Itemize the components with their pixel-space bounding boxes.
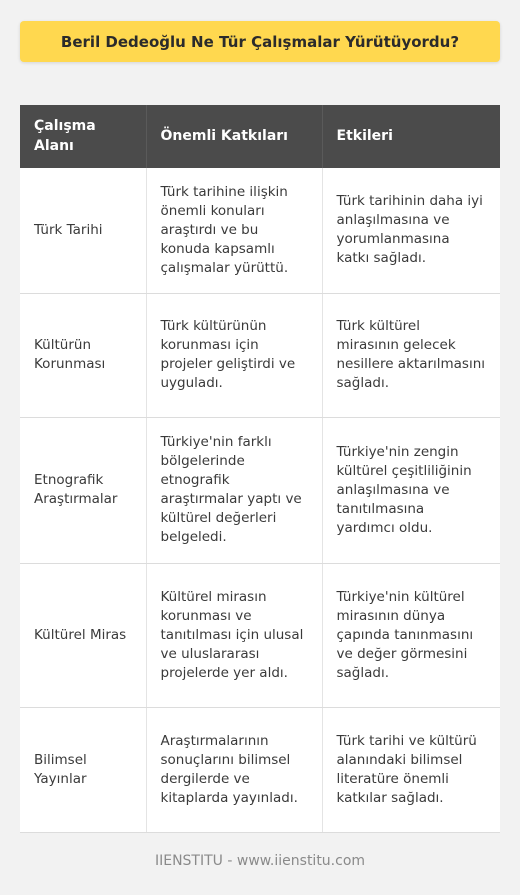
table-header-row: [20, 105, 500, 168]
table-row: [20, 417, 500, 563]
cell-area: Kültürün Korunması: [20, 293, 146, 417]
cell-contribution: Kültürel mirasın korunması ve tanıtılması için ulusal ve uluslararası projelerde yer aldı.: [146, 563, 322, 707]
cell-effect: Türkiye'nin zengin kültürel çeşitliliğinin anlaşılmasına ve tanıtılmasına yardımcı oldu.: [322, 417, 500, 563]
cell-effect: Türkiye'nin kültürel mirasının dünya çapında tanınmasını ve değer görmesini sağladı.: [322, 563, 500, 707]
cell-contribution: Araştırmalarının sonuçlarını bilimsel dergilerde ve kitaplarda yayınladı.: [146, 707, 322, 832]
cell-contribution: Türkiye'nin farklı bölgelerinde etnografik araştırmalar yaptı ve kültürel değerleri belgeledi.: [146, 417, 322, 563]
table-row: [20, 168, 500, 293]
table-row: [20, 563, 500, 707]
cell-area: Kültürel Miras: [20, 563, 146, 707]
column-header-contribution: Önemli Katkıları: [146, 105, 322, 168]
column-header-area: Çalışma Alanı: [20, 105, 146, 168]
cell-area: Etnografik Araştırmalar: [20, 417, 146, 563]
page-title: Beril Dedeoğlu Ne Tür Çalışmalar Yürütüyordu?: [20, 21, 500, 62]
cell-contribution: Türk kültürünün korunması için projeler geliştirdi ve uyguladı.: [146, 293, 322, 417]
works-table: [20, 105, 500, 833]
cell-effect: Türk tarihinin daha iyi anlaşılmasına ve yorumlanmasına katkı sağladı.: [322, 168, 500, 293]
table-row: [20, 293, 500, 417]
footer-credit: IIENSTITU - www.iienstitu.com: [154, 853, 366, 869]
cell-effect: Türk tarihi ve kültürü alanındaki bilimsel literatüre önemli katkılar sağladı.: [322, 707, 500, 832]
table-row: [20, 707, 500, 832]
cell-contribution: Türk tarihine ilişkin önemli konuları araştırdı ve bu konuda kapsamlı çalışmalar yürüttü.: [146, 168, 322, 293]
cell-area: Türk Tarihi: [20, 168, 146, 293]
cell-area: Bilimsel Yayınlar: [20, 707, 146, 832]
works-table-container: [20, 105, 500, 833]
column-header-effect: Etkileri: [322, 105, 500, 168]
cell-effect: Türk kültürel mirasının gelecek nesillere aktarılmasını sağladı.: [322, 293, 500, 417]
